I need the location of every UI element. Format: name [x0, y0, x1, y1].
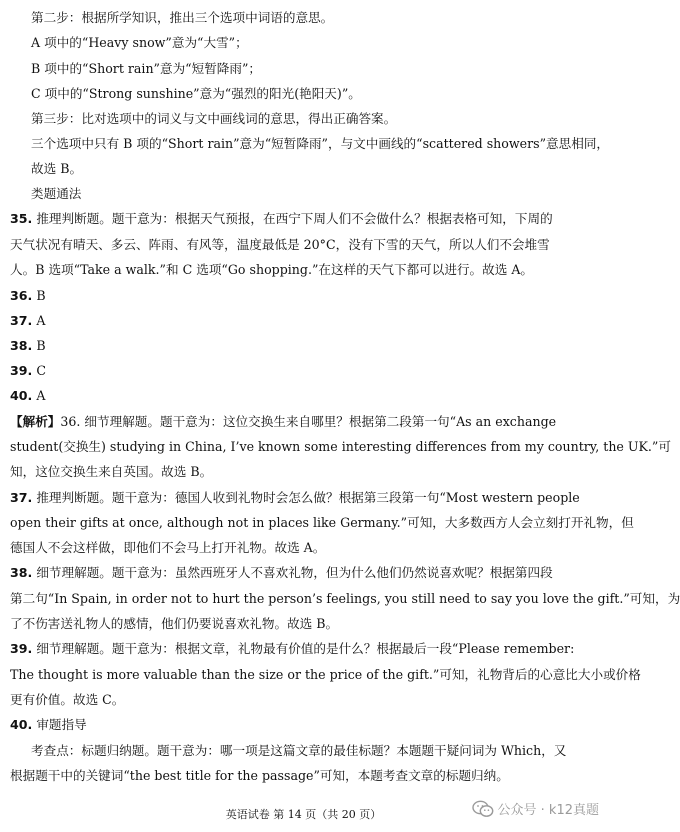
answer-38: 38. B	[10, 338, 46, 353]
text-line: 三个选项中只有 B 项的“Short rain”意为“短暂降雨”，与文中画线的“scattered showers”意思相同，	[31, 136, 610, 151]
text-line: 第三步：比对选项中的词义与文中画线词的意思，得出正确答案。	[31, 111, 397, 126]
text-line: C 项中的“Strong sunshine”意为“强烈的阳光(艳阳天)”。	[31, 86, 361, 101]
text-line: 第二步：根据所学知识，推出三个选项中词语的意思。	[31, 10, 334, 25]
text-line: 了不伤害送礼物人的感情，他们仍要说喜欢礼物。故选 B。	[10, 616, 339, 631]
analysis-37-line: 37. 推理判断题。题干意为：德国人收到礼物时会怎么做？根据第三段第一句“Most western people	[10, 490, 580, 505]
text-line: student(交换生) studying in China, I’ve known some interesting differences from my country, the UK.”可	[10, 439, 671, 454]
text-line: A 项中的“Heavy snow”意为“大雪”；	[31, 35, 248, 50]
answer-37: 37. A	[10, 313, 46, 328]
text-line: 德国人不会这样做，即他们不会马上打开礼物。故选 A。	[10, 540, 326, 555]
analysis-39-line: 39. 细节理解题。题干意为：根据文章，礼物最有价值的是什么？根据最后一段“Please remember:	[10, 641, 575, 656]
answer-35-line: 35. 推理判断题。题干意为：根据天气预报，在西宁下周人们不会做什么？根据表格可知，下周的	[10, 211, 553, 226]
analysis-38-line: 38. 细节理解题。题干意为：虽然西班牙人不喜欢礼物，但为什么他们仍然说喜欢呢？根据第四段	[10, 565, 553, 580]
analysis-40-line: 40. 审题指导	[10, 717, 87, 732]
answer-40: 40. A	[10, 388, 46, 403]
text-line: 考查点：标题归纳题。题干意为：哪一项是这篇文章的最佳标题？本题题干疑问词为 Which，又	[31, 743, 567, 758]
text-line: 故选 B。	[31, 161, 83, 176]
watermark	[472, 799, 599, 818]
text-line: 更有价值。故选 C。	[10, 692, 125, 707]
answer-36: 36. B	[10, 288, 46, 303]
text-line: B 项中的“Short rain”意为“短暂降雨”；	[31, 61, 262, 76]
text-line: open their gifts at once, although not in places like Germany.”可知，大多数西方人会立刻打开礼物，但	[10, 515, 634, 530]
text-line: 天气状况有晴天、多云、阵雨、有风等，温度最低是 20°C，没有下雪的天气，所以人们不会堆雪	[10, 237, 550, 252]
analysis-heading-line: 【解析】36. 细节理解题。题干意为：这位交换生来自哪里？根据第二段第一句“As an exchange	[10, 414, 557, 429]
answer-39: 39. C	[10, 363, 46, 378]
watermark-text: 公众号 · k12真题	[497, 803, 599, 818]
text-line: The thought is more valuable than the size or the price of the gift.”可知，礼物背后的心意比大小或价格	[10, 667, 641, 682]
page-footer: 英语试卷 第 14 页（共 20 页）	[225, 808, 382, 821]
text-line: 第二句“In Spain, in order not to hurt the person’s feelings, you still need to say you love the gift.”可知，为	[10, 591, 680, 606]
text-line: 根据题干中的关键词“the best title for the passage”可知，本题考查文章的标题归纳。	[10, 768, 509, 783]
text-line: 人。B 选项“Take a walk.”和 C 选项“Go shopping.”在这样的天气下都可以进行。故选 A。	[10, 262, 534, 277]
wechat-icon	[472, 800, 494, 818]
section-heading: 类题通法	[31, 186, 82, 201]
text-line: 知，这位交换生来自英国。故选 B。	[10, 464, 213, 479]
